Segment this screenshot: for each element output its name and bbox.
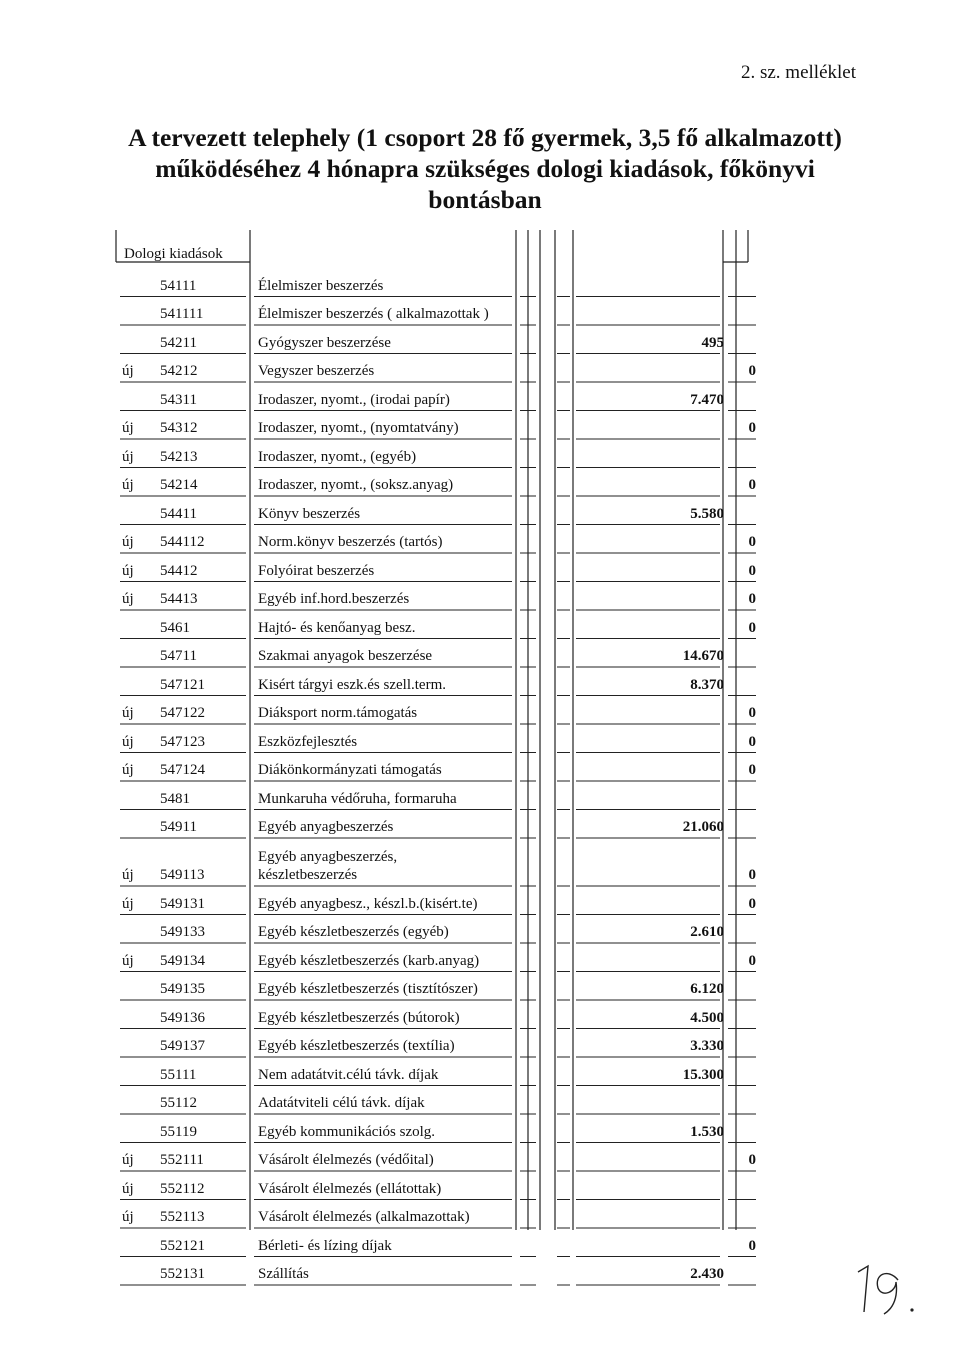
row-description: Hajtó- és kenőanyag besz. [258, 619, 416, 636]
row-new-flag: új [122, 448, 134, 465]
row-description: Szakmai anyagok beszerzése [258, 648, 433, 664]
row-account-code: 549137 [160, 1038, 205, 1054]
row-description: Egyéb készletbeszerzés (bútorok) [258, 1009, 460, 1026]
row-amount: 0 [748, 1237, 756, 1254]
row-account-code: 54312 [160, 420, 198, 436]
row-amount: 14.670 [682, 648, 724, 664]
row-description: Irodaszer, nyomt., (egyéb) [258, 448, 417, 465]
row-account-code: 55111 [160, 1066, 197, 1083]
row-account-code: 549135 [160, 981, 205, 997]
row-description: Könyv beszerzés [258, 505, 361, 522]
row-amount: 0 [748, 420, 756, 436]
row-description: Egyéb anyagbesz., készl.b.(kisért.te) [258, 895, 478, 912]
table-row [116, 810, 756, 839]
row-amount: 0 [748, 705, 756, 721]
row-new-flag: új [122, 477, 134, 493]
table-row [116, 1228, 756, 1257]
row-amount: 0 [748, 363, 756, 379]
row-new-flag: új [122, 733, 134, 750]
table-row [116, 639, 756, 668]
row-description: Nem adatátvit.célú távk. díjak [258, 1066, 439, 1083]
table-row [116, 886, 756, 915]
row-new-flag: új [122, 867, 134, 883]
table-row [116, 468, 756, 497]
row-description: Diáksport norm.támogatás [258, 705, 418, 721]
row-amount: 0 [748, 534, 756, 550]
handwritten-page-number [850, 1262, 930, 1322]
expense-rows [116, 232, 756, 1282]
row-description: Folyóirat beszerzés [258, 562, 375, 579]
row-new-flag: új [122, 895, 134, 912]
row-description: Vásárolt élelmezés (ellátottak) [258, 1180, 442, 1197]
row-account-code: 552121 [160, 1237, 205, 1254]
row-new-flag: új [122, 762, 134, 778]
row-account-code: 54111 [160, 277, 197, 294]
table-row [116, 553, 756, 582]
table-row [116, 582, 756, 611]
table-row [116, 915, 756, 944]
table-row [116, 972, 756, 1001]
table-row [116, 610, 756, 639]
row-new-flag: új [122, 1152, 134, 1168]
row-description: Egyéb készletbeszerzés (tisztítószer) [258, 981, 478, 997]
row-description: Norm.könyv beszerzés (tartós) [258, 534, 443, 550]
table-row [116, 439, 756, 468]
row-amount: 495 [701, 334, 724, 351]
row-amount: 4.500 [690, 1009, 724, 1026]
row-account-code: 541111 [160, 306, 204, 322]
row-description: Bérleti- és lízing díjak [258, 1237, 392, 1254]
table-row [116, 838, 756, 886]
row-account-code: 549133 [160, 924, 205, 940]
row-description: Vásárolt élelmezés (védőital) [258, 1152, 434, 1168]
row-account-code: 552113 [160, 1209, 205, 1225]
table-row [116, 496, 756, 525]
row-new-flag: új [122, 534, 134, 550]
row-account-code: 549113 [160, 867, 205, 883]
row-amount: 15.300 [682, 1066, 724, 1083]
title-line-2: működéséhez 4 hónapra szükséges dologi kiadások, főkönyvi [155, 154, 815, 183]
table-row [116, 1029, 756, 1058]
row-account-code: 54413 [160, 591, 198, 607]
row-account-code: 54412 [160, 562, 198, 579]
row-new-flag: új [122, 952, 134, 969]
table-row [116, 411, 756, 440]
row-amount: 6.120 [690, 981, 724, 997]
title-line-3: bontásban [428, 185, 542, 214]
row-new-flag: új [122, 1209, 134, 1225]
row-new-flag: új [122, 705, 134, 721]
table-row [116, 1171, 756, 1200]
row-amount: 0 [748, 733, 756, 750]
row-amount: 0 [748, 895, 756, 912]
table-row [116, 781, 756, 810]
table-row [116, 696, 756, 725]
row-amount: 0 [748, 867, 756, 883]
row-account-code: 54211 [160, 334, 197, 351]
row-account-code: 547122 [160, 705, 205, 721]
table-row [116, 1257, 756, 1286]
row-description: Irodaszer, nyomt., (irodai papír) [258, 391, 450, 408]
title-line-1: A tervezett telephely (1 csoport 28 fő gyermek, 3,5 fő alkalmazott) [128, 123, 842, 152]
table-row [116, 1057, 756, 1086]
table-row [116, 753, 756, 782]
row-amount: 0 [748, 591, 756, 607]
row-new-flag: új [122, 363, 134, 379]
row-description: Gyógyszer beszerzése [258, 334, 391, 351]
row-account-code: 5481 [160, 790, 190, 807]
row-amount: 2.430 [690, 1266, 724, 1282]
row-account-code: 547124 [160, 762, 205, 778]
row-account-code: 5461 [160, 619, 190, 636]
table-header: Dologi kiadások [124, 246, 223, 262]
row-account-code: 549131 [160, 895, 205, 912]
row-account-code: 54411 [160, 505, 197, 522]
row-new-flag: új [122, 591, 134, 607]
row-description: Szállítás [258, 1266, 309, 1282]
row-account-code: 54213 [160, 448, 198, 465]
row-account-code: 547123 [160, 733, 205, 750]
row-description: Kisért tárgyi eszk.és szell.term. [258, 676, 446, 693]
row-account-code: 547121 [160, 676, 205, 693]
row-description: Irodaszer, nyomt., (soksz.anyag) [258, 477, 454, 493]
row-amount: 0 [748, 477, 756, 493]
table-row [116, 354, 756, 383]
row-description: Élelmiszer beszerzés ( alkalmazottak ) [258, 306, 489, 322]
row-account-code: 55112 [160, 1095, 197, 1111]
row-description: Egyéb kommunikációs szolg. [258, 1123, 436, 1140]
row-description: Vegyszer beszerzés [258, 363, 375, 379]
row-amount: 0 [748, 762, 756, 778]
row-description: Egyéb készletbeszerzés (textília) [258, 1038, 455, 1054]
row-description [258, 848, 397, 884]
annex-label: 2. sz. melléklet [740, 62, 856, 83]
table-row [116, 1000, 756, 1029]
table-row [116, 297, 756, 326]
row-description: Élelmiszer beszerzés [258, 277, 384, 294]
row-description-line-2: készletbeszerzés [258, 867, 358, 883]
table-row [116, 667, 756, 696]
row-account-code: 549136 [160, 1009, 205, 1026]
row-account-code: 54212 [160, 363, 198, 379]
row-account-code: 552112 [160, 1180, 205, 1197]
row-description: Egyéb anyagbeszerzés [258, 819, 394, 835]
row-description: Vásárolt élelmezés (alkalmazottak) [258, 1209, 470, 1225]
row-amount: 21.060 [682, 819, 724, 835]
row-account-code: 549134 [160, 952, 205, 969]
row-account-code: 54311 [160, 391, 197, 408]
row-amount: 5.580 [690, 505, 724, 522]
row-amount: 0 [748, 1152, 756, 1168]
row-description-line-1: Egyéb anyagbeszerzés, [258, 849, 398, 865]
row-description: Munkaruha védőruha, formaruha [258, 790, 457, 807]
row-description: Egyéb készletbeszerzés (egyéb) [258, 924, 449, 940]
table-row [116, 724, 756, 753]
row-amount: 7.470 [690, 391, 724, 408]
row-description: Egyéb készletbeszerzés (karb.anyag) [258, 952, 480, 969]
row-amount: 0 [748, 562, 756, 579]
row-description: Diákönkormányzati támogatás [258, 762, 442, 778]
table-row [116, 1200, 756, 1229]
row-amount: 0 [748, 619, 756, 636]
table-row [116, 525, 756, 554]
row-new-flag: új [122, 1180, 134, 1197]
table-row [116, 268, 756, 297]
row-account-code: 54711 [160, 648, 197, 664]
row-amount: 8.370 [690, 676, 724, 693]
table-row [116, 1143, 756, 1172]
row-account-code: 544112 [160, 534, 205, 550]
row-description: Irodaszer, nyomt., (nyomtatvány) [258, 420, 459, 436]
row-amount: 1.530 [690, 1123, 724, 1140]
row-new-flag: új [122, 420, 134, 436]
table-row [116, 943, 756, 972]
row-description: Eszközfejlesztés [258, 733, 358, 750]
row-amount: 0 [748, 952, 756, 969]
row-description: Egyéb inf.hord.beszerzés [258, 591, 410, 607]
row-new-flag: új [122, 562, 134, 579]
row-account-code: 55119 [160, 1123, 197, 1140]
row-amount: 3.330 [690, 1038, 724, 1054]
table-row [116, 325, 756, 354]
row-account-code: 54911 [160, 819, 197, 835]
row-account-code: 552111 [160, 1152, 204, 1168]
row-amount: 2.610 [690, 924, 724, 940]
table-row [116, 1114, 756, 1143]
row-account-code: 552131 [160, 1266, 205, 1282]
row-account-code: 54214 [160, 477, 198, 493]
table-row [116, 1086, 756, 1115]
table-row [116, 382, 756, 411]
row-description: Adatátviteli célú távk. díjak [258, 1095, 425, 1111]
